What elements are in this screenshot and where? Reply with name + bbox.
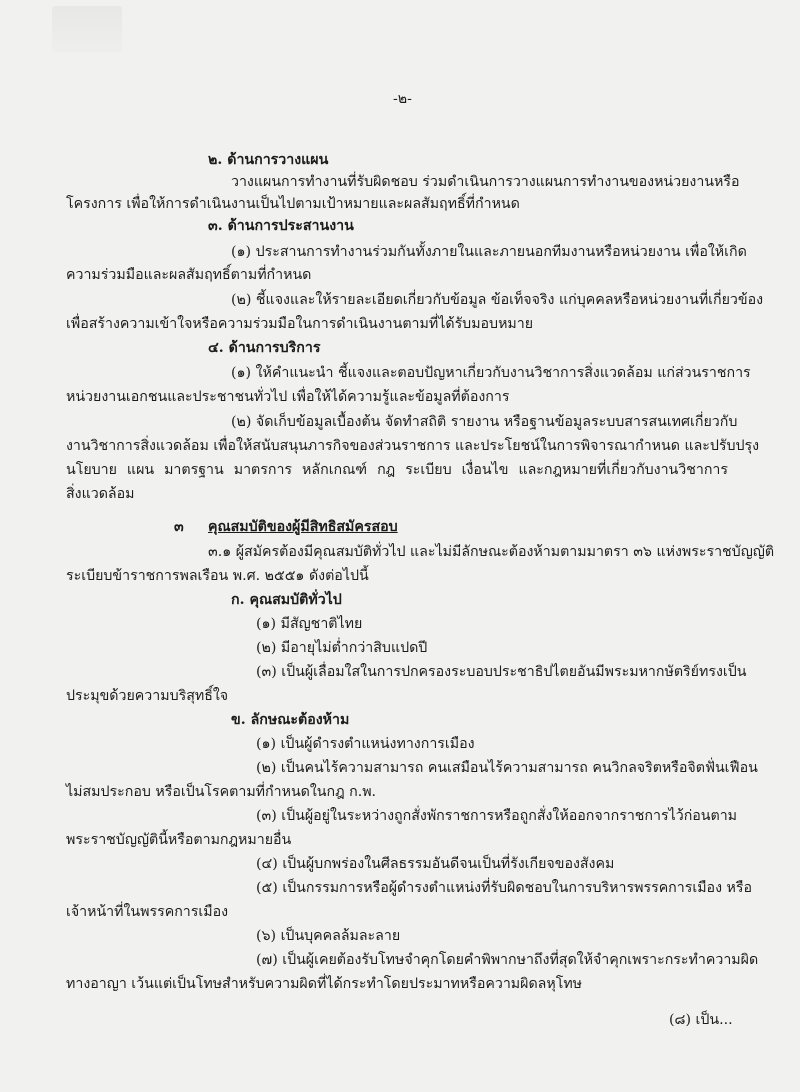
prohibited-item-4: (๔) เป็นผู้บกพร่องในศีลธรรมอันดีจนเป็นที่รังเกียจของสังคม: [256, 856, 615, 872]
prohibited-item-3-line-2: พระราชบัญญัตินี้หรือตามกฎหมายอื่น: [66, 832, 292, 848]
section-4-item-2-line-1: (๒) จัดเก็บข้อมูลเบื้องต้น จัดทำสถิติ รายงาน หรือฐานข้อมูลระบบสารสนเทศเกี่ยวกับ: [231, 414, 738, 430]
general-item-3-line-2: ประมุขด้วยความบริสุทธิ์ใจ: [66, 688, 229, 704]
prohibited-item-2-line-1: (๒) เป็นคนไร้ความสามารถ คนเสมือนไร้ความสามารถ คนวิกลจริตหรือจิตฟั่นเฟือน: [256, 760, 758, 776]
continuation-marker: (๘) เป็น...: [669, 1012, 733, 1028]
qualifications-number: ๓: [174, 519, 184, 535]
section-4-item-2-line-2: งานวิชาการสิ่งแวดล้อม เพื่อให้สนับสนุนภารกิจของส่วนราชการ และประโยชน์ในการพิจารณากำหนด และปรับปรุง: [66, 438, 760, 454]
prohibited-item-7-line-1: (๗) เป็นผู้เคยต้องรับโทษจำคุกโดยคำพิพากษาถึงที่สุดให้จำคุกเพราะกระทำความผิด: [256, 952, 759, 968]
prohibited-item-6: (๖) เป็นบุคคลล้มละลาย: [256, 928, 401, 944]
section-3-item-2-line-1: (๒) ชี้แจงและให้รายละเอียดเกี่ยวกับข้อมูล ข้อเท็จจริง แก่บุคคลหรือหน่วยงานที่เกี่ยวข้อง: [231, 292, 764, 308]
section-4-item-1-line-2: หน่วยงานเอกชนและประชาชนทั่วไป เพื่อให้ได้ความรู้และข้อมูลที่ต้องการ: [66, 389, 510, 405]
section-4-item-1-line-1: (๑) ให้คำแนะนำ ชี้แจงและตอบปัญหาเกี่ยวกับงานวิชาการสิ่งแวดล้อม แก่ส่วนราชการ: [231, 365, 751, 381]
section-4-heading: ๔. ด้านการบริการ: [208, 340, 321, 356]
prohibited-item-5-line-2: เจ้าหน้าที่ในพรรคการเมือง: [66, 904, 229, 920]
section-2-line-1: วางแผนการทำงานที่รับผิดชอบ ร่วมดำเนินการวางแผนการทำงานของหน่วยงานหรือ: [231, 174, 740, 190]
section-2-heading: ๒. ด้านการวางแผน: [208, 152, 329, 168]
section-3-item-1-line-2: ความร่วมมือและผลสัมฤทธิ์ตามที่กำหนด: [66, 267, 312, 283]
page-number: -๒-: [393, 91, 412, 107]
section-3-item-1-line-1: (๑) ประสานการทำงานร่วมกันทั้งภายในและภายนอกทีมงานหรือหน่วยงาน เพื่อให้เกิด: [231, 244, 747, 260]
section-3-heading: ๓. ด้านการประสานงาน: [208, 218, 354, 234]
general-qualifications-heading: ก. คุณสมบัติทั่วไป: [231, 592, 342, 608]
prohibited-item-7-line-2: ทางอาญา เว้นแต่เป็นโทษสำหรับความผิดที่ได้กระทำโดยประมาทหรือความผิดลหุโทษ: [66, 976, 583, 992]
general-item-1: (๑) มีสัญชาติไทย: [256, 616, 363, 632]
prohibited-heading: ข. ลักษณะต้องห้าม: [231, 712, 350, 728]
section-4-item-2-line-4: สิ่งแวดล้อม: [66, 486, 135, 502]
general-item-3-line-1: (๓) เป็นผู้เลื่อมใสในการปกครองระบอบประชาธิปไตยอันมีพระมหากษัตริย์ทรงเป็น: [256, 664, 747, 680]
prohibited-item-5-line-1: (๕) เป็นกรรมการหรือผู้ดำรงตำแหน่งที่รับผิดชอบในการบริหารพรรคการเมือง หรือ: [256, 880, 753, 896]
section-3-item-2-line-2: เพื่อสร้างความเข้าใจหรือความร่วมมือในการดำเนินงานตามที่ได้รับมอบหมาย: [66, 316, 534, 332]
section-2-line-2: โครงการ เพื่อให้การดำเนินงานเป็นไปตามเป้าหมายและผลสัมฤทธิ์ที่กำหนด: [66, 196, 520, 212]
qualifications-intro-line-2: ระเบียบข้าราชการพลเรือน พ.ศ. ๒๕๕๑ ดังต่อไปนี้: [66, 568, 369, 584]
faded-stamp-mark: [52, 6, 122, 52]
prohibited-item-1: (๑) เป็นผู้ดำรงตำแหน่งทางการเมือง: [256, 736, 475, 752]
qualifications-heading: คุณสมบัติของผู้มีสิทธิสมัครสอบ: [208, 519, 398, 535]
general-item-2: (๒) มีอายุไม่ต่ำกว่าสิบแปดปี: [256, 640, 428, 656]
qualifications-intro-line-1: ๓.๑ ผู้สมัครต้องมีคุณสมบัติทั่วไป และไม่มีลักษณะต้องห้ามตามมาตรา ๓๖ แห่งพระราชบัญญัติ: [208, 544, 775, 560]
prohibited-item-2-line-2: ไม่สมประกอบ หรือเป็นโรคตามที่กำหนดในกฎ ก.พ.: [66, 784, 377, 800]
prohibited-item-3-line-1: (๓) เป็นผู้อยู่ในระหว่างถูกสั่งพักราชการหรือถูกสั่งให้ออกจากราชการไว้ก่อนตาม: [256, 808, 738, 824]
section-4-item-2-line-3: นโยบาย แผน มาตรฐาน มาตรการ หลักเกณฑ์ กฎ ระเบียบ เงื่อนไข และกฎหมายที่เกี่ยวกับงานวิชาการ: [66, 462, 728, 478]
